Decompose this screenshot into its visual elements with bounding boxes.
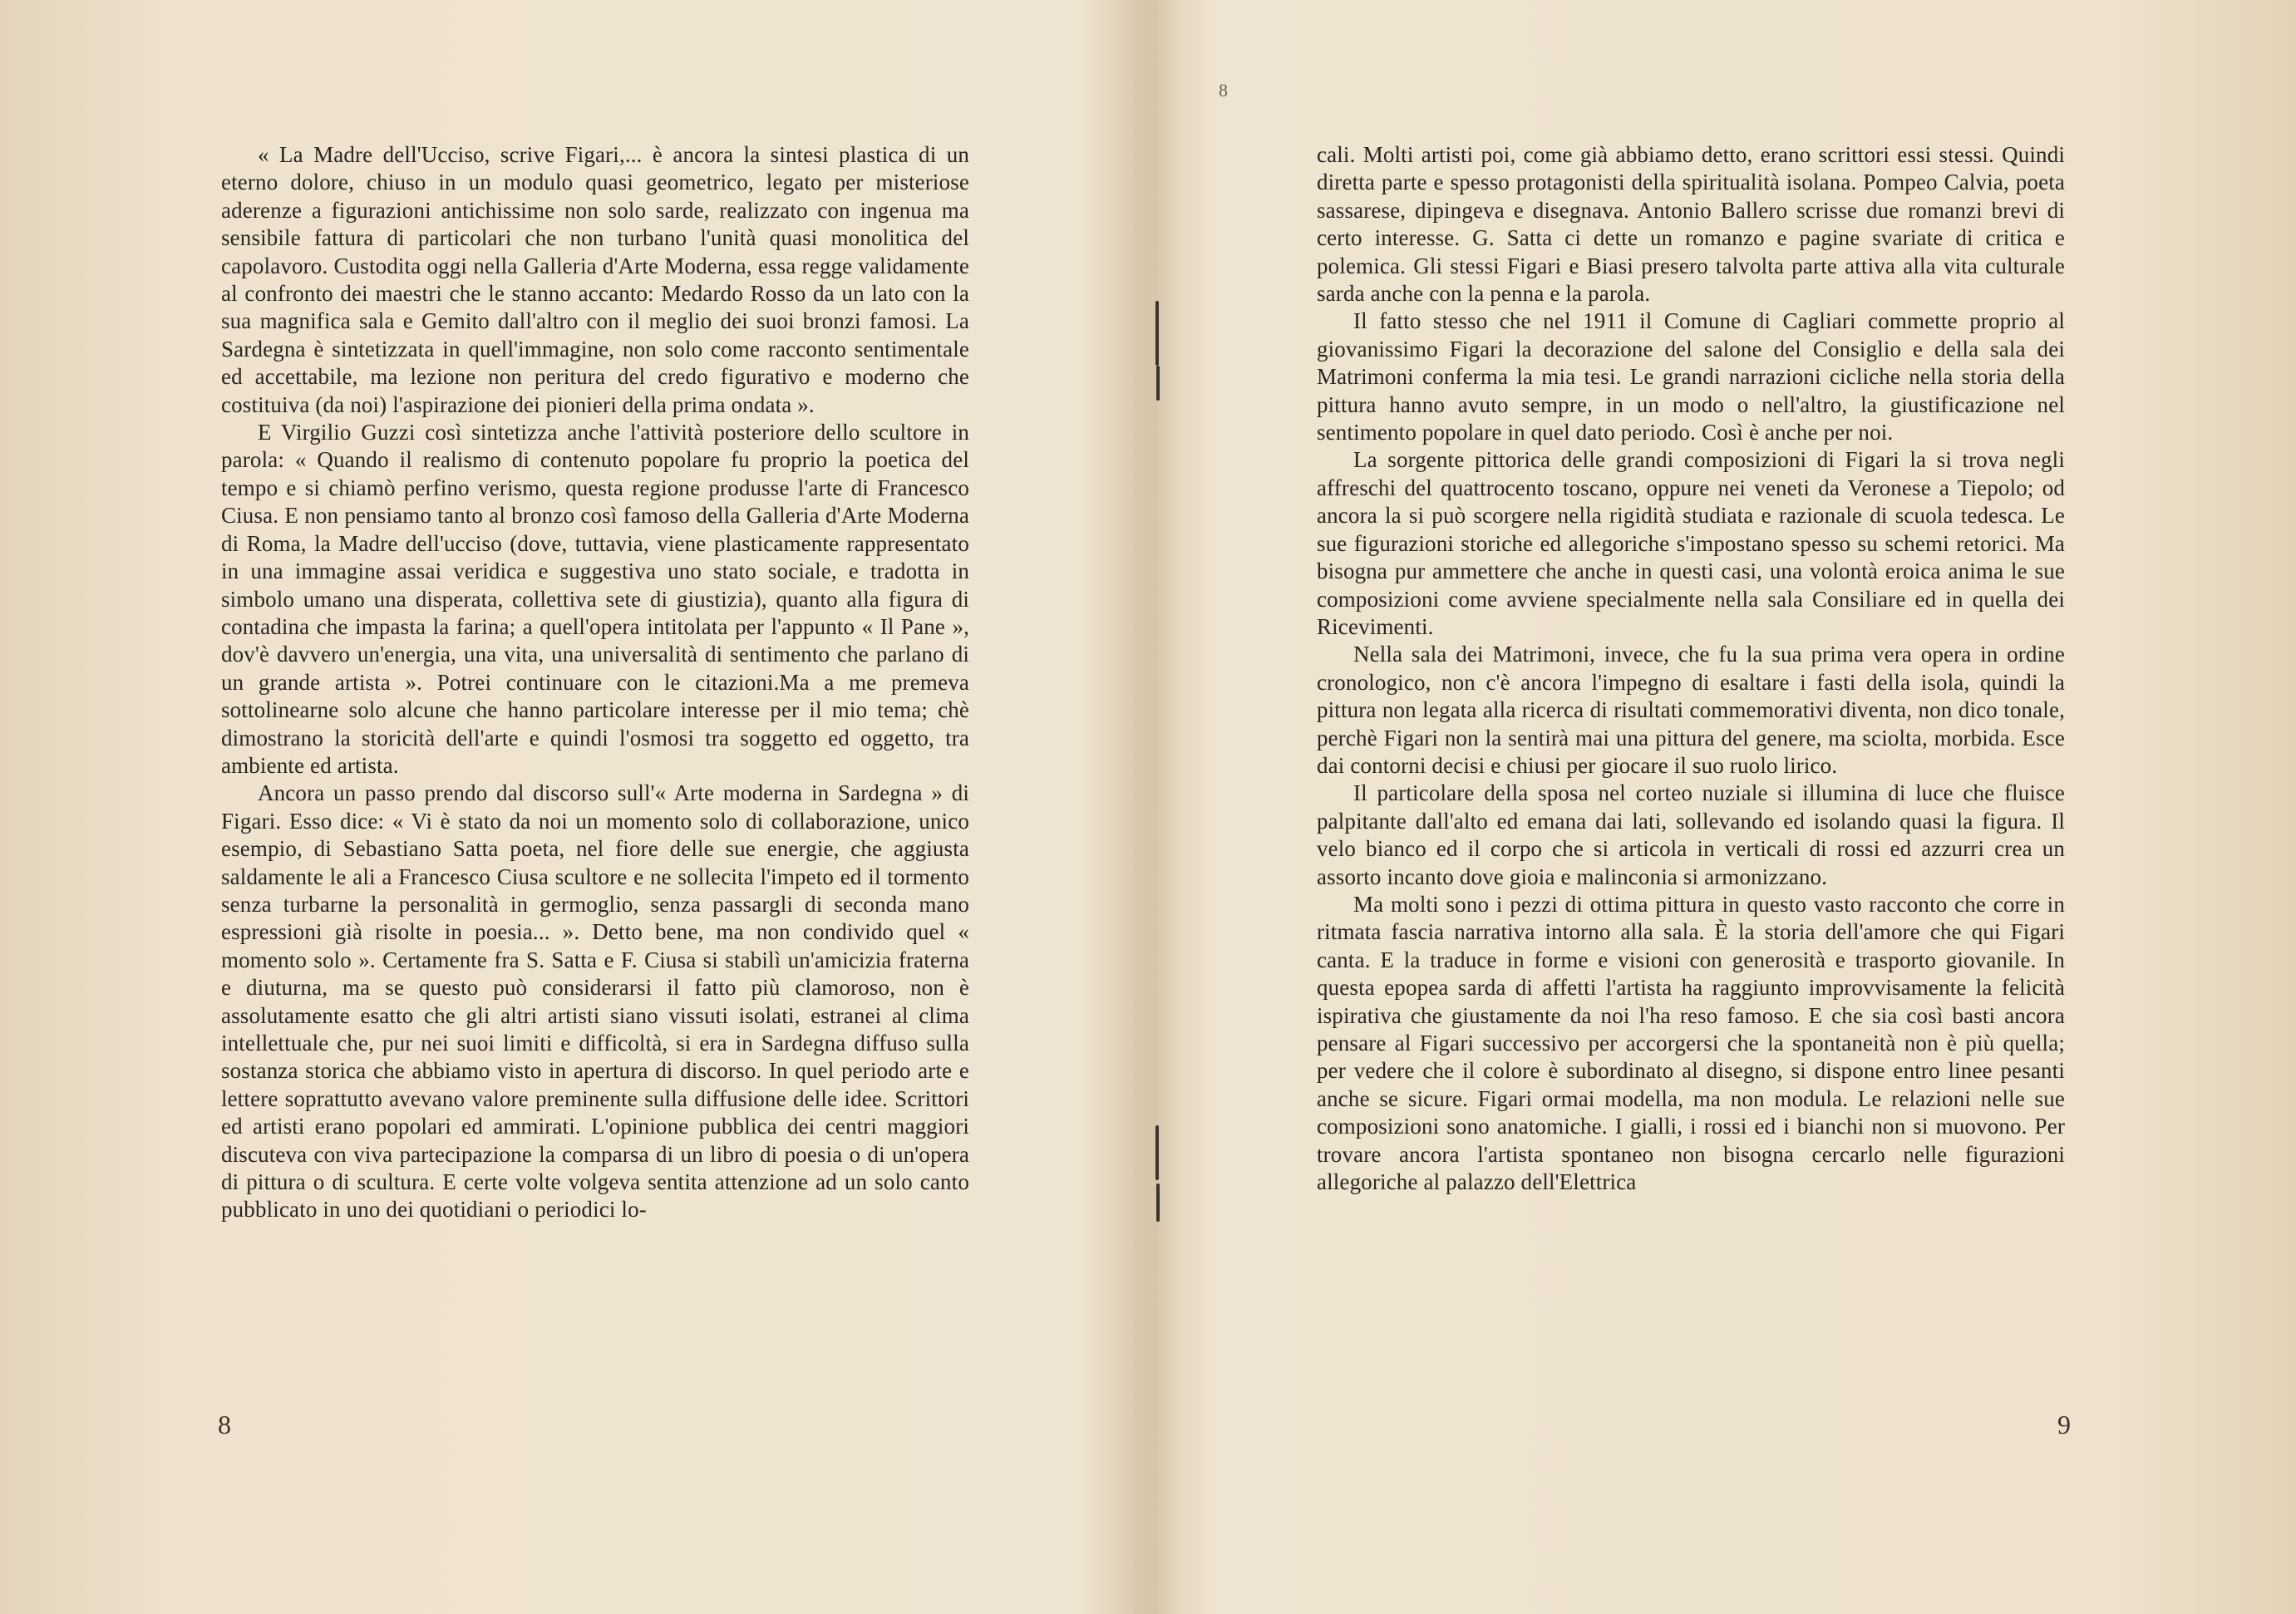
staple-bottom [1155,1125,1159,1180]
staple-top-lower [1156,366,1160,401]
paragraph: « La Madre dell'Ucciso, scrive Figari,... è ancora la sintesi plastica di un eterno dolore, chiuso in un modulo quasi geometrico, legato per misteriose aderenze a figurazioni antichissime non solo sarde, realizzato con ingenua ma sensibile fattura di particolari che non turbano l'unità quasi monolitica del capolavoro. Custodita oggi nella Galleria d'Arte Moderna, essa regge validamente al confronto dei maestri che le stanno accanto: Medardo Rosso da un lato con la sua magnifica sala e Gemito dall'altro con il meglio dei suoi bronzi famosi. La Sardegna è sintetizzata in quell'immagine, non solo come racconto sentimentale ed accettabile, ma lezione non peritura del credo figurativo e moderno che costituiva (da noi) l'aspirazione dei pionieri della prima ondata ». [221,142,969,417]
paragraph: Ancora un passo prendo dal discorso sull'« Arte moderna in Sardegna » di Figari. Esso dice: « Vi è stato da noi un momento solo di collaborazione, unico esempio, di Sebastiano Satta poeta, nel fiore delle sue energie, che aggiusta saldamente le ali a Francesco Ciusa scultore e ne sollecita l'impeto ed il tormento senza turbarne la personalità in germoglio, senza passargli di seconda mano espressioni già risolte in poesia... ». Detto bene, ma non condivido quel « momento solo ». Certamente fra S. Satta e F. Ciusa si stabilì un'amicizia fraterna e diuturna, ma se questo può considerarsi il fatto più clamoroso, non è assolutamente esatto che gli altri artisti siano vissuti isolati, estranei al clima intellettuale che, pur nei suoi limiti e difficoltà, si era in Sardegna diffuso sulla sostanza storica che abbiamo visto in apertura di discorso. In quel periodo arte e lettere soprattutto avevano valore preminente sulla diffusione delle idee. Scrittori ed artisti erano popolari ed ammirati. L'opinione pubblica dei centri maggiori discuteva con viva partecipazione la comparsa di un libro di poesia o di un'opera di pittura o di scultura. E certe volte volgeva sentita attenzione ad un solo canto pubblicato in uno dei quotidiani o periodici lo- [221,780,969,1223]
paragraph: Il fatto stesso che nel 1911 il Comune di Cagliari commette proprio al giovanissimo Figari la decorazione del salone del Consiglio e della sala dei Matrimoni conferma la mia tesi. Le grandi narrazioni cicliche nella storia della pittura hanno avuto sempre, in un modo o nell'altro, la giustificazione nel sentimento popolare in quel dato periodo. Così è anche per noi. [1317,308,2065,445]
right-page [1317,141,2065,1196]
paragraph: Ma molti sono i pezzi di ottima pittura in questo vasto racconto che corre in ritmata fascia narrativa intorno alla sala. È la storia dell'amore che qui Figari canta. E la traduce in forme e visioni con generosità e trasporto giovanile. In questa epopea sarda di affetti l'artista ha raggiunto improvvisamente la felicità ispirativa che giustamente da noi l'ha reso famoso. E che sia così basti ancora pensare al Figari successivo per accorgersi che la spontaneità non è più quella; per vedere che il colore è subordinato al disegno, si dispone entro linee pesanti anche se sicure. Figari ormai modella, ma non modula. Le relazioni nelle sue composizioni sono anatomiche. I gialli, i rossi ed i bianchi non si muovono. Per trovare ancora l'artista spontaneo non bisogna cercarlo nelle figurazioni allegoriche al palazzo dell'Elettrica [1317,891,2065,1195]
paragraph: Il particolare della sposa nel corteo nuziale si illumina di luce che fluisce palpitante dall'alto ed emana dai lati, sollevando ed isolando quasi la figura. Il velo bianco ed il corpo che si articola in verticali di rossi ed azzurri crea un assorto incanto dove gioia e malinconia si armonizzano. [1317,780,2065,889]
gutter-shadow [1131,0,1180,1614]
page-number: 9 [2057,1410,2071,1439]
left-page [221,141,969,1224]
paragraph: E Virgilio Guzzi così sintetizza anche l'attività posteriore dello scultore in parola: « Quando il realismo di contenuto popolare fu proprio la poetica del tempo e si chiamò perfino verismo, questa regione produsse l'arte di Francesco Ciusa. E non pensiamo tanto al bronzo così famoso della Galleria d'Arte Moderna di Roma, la Madre dell'ucciso (dove, tuttavia, viene plasticamente rappresentato in una immagine assai veridica e suggestiva uno stato sociale, e tradotta in simbolo umano una disperata, collettiva sete di giustizia), quanto alla figura di contadina che impasta la farina; a quell'opera intitolata per l'appunto « Il Pane », dov'è davvero un'energia, una vita, una universalità di sentimento che parlano di un grande artista ». Potrei continuare con le citazioni.Ma a me premeva sottolinearne solo alcune che hanno particolare interesse per il mio tema; chè dimostrano la storicità dell'arte e quindi l'osmosi tra soggetto ed oggetto, tra ambiente ed artista. [221,420,969,778]
paragraph: La sorgente pittorica delle grandi composizioni di Figari la si trova negli affreschi del quattrocento toscano, oppure nei veneti da Veronese a Tiepolo; od ancora la si può scorgere nella rigidità studiata e razionale di scuola tedesca. Le sue figurazioni storiche ed allegoriche s'impostano spesso su schemi retorici. Ma bisogna pur ammettere che anche in questi casi, una volontà eroica anima le sue composizioni come avviene specialmente nella sala Consiliare ed in quella dei Ricevimenti. [1317,447,2065,639]
staple-bottom-lower [1156,1183,1160,1222]
paragraph: Nella sala dei Matrimoni, invece, che fu la sua prima vera opera in ordine cronologico, non c'è ancora l'impegno di esaltare i fasti della isola, quindi la pittura non legata alla ricerca di risultati commemorativi diventa, non dico tonale, perchè Figari non la sentirà mai una pittura del genere, ma sciolta, morbida. Esce dai contorni decisi e chiusi per giocare il suo ruolo lirico. [1317,642,2065,778]
paragraph: cali. Molti artisti poi, come già abbiamo detto, erano scrittori essi stessi. Quindi diretta parte e spesso protagonisti della spiritualità isolana. Pompeo Calvia, poeta sassarese, dipingeva e disegnava. Antonio Ballero scrisse due romanzi brevi di certo interesse. G. Satta ci dette un romanzo e pagine svariate di critica e polemica. Gli stessi Figari e Biasi presero talvolta parte attiva alla vita culturale sarda anche con la penna e la parola. [1317,142,2065,307]
scan-mark: 8 [1219,80,1228,101]
staple-top [1155,301,1159,366]
page-number: 8 [218,1410,231,1439]
